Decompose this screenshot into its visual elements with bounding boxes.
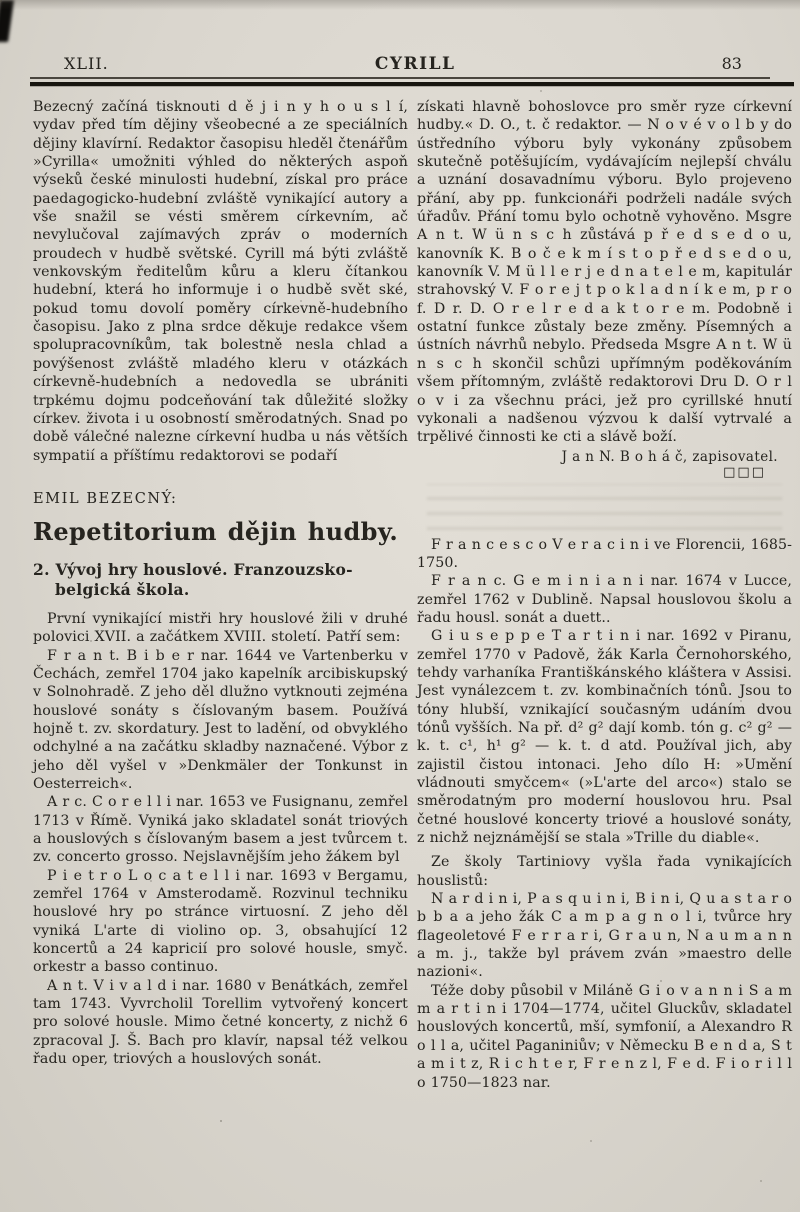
page-body [0, 86, 800, 1092]
paragraph: Téže doby působil v Miláně G i o v a n n i S a m m a r t i n i 1704—1774, učitel Gluckův, skladatel houslových koncertů, mší, symfonií, a Alexandro R o l l a, učitel Paganiniův; v Německu B e n d a, S t a m i t z, R i c h t e r, F r e n z l, F e d. F i o r i l l o 1750—1823 nar. [417, 982, 792, 1091]
article-title: Repetitorium dějin hudby. [33, 516, 399, 546]
paragraph: P i e t r o L o c a t e l l i nar. 1693 v Bergamu, zemřel 1764 v Amsterodamě. Rozvinul techniku houslové hry po stránce virtuosní. Z jeho děl vyniká L'arte di violino op. 3, obsahující 12 koncertů a 24 kapricií pro solové housle, smyč. orkestr a basso continuo. [33, 867, 408, 976]
paragraph: F r a n c e s c o V e r a c i n i ve Florencii, 1685-1750. [417, 536, 792, 571]
continuation-paragraph: Bezecný začíná tisknouti d ě j i n y h o u s l í, vydav před tím dějiny všeobecné a ze speciálních dějiny klavírní. Redaktor časopisu hleděl čtenářům »Cyrilla« umožniti výhled do některých aspoň výseků české minulosti hudební, získal pro práce paedagogicko-hudební zvláště vynikající autory a vše snažil se vésti směrem církevním, ač nevylučoval zajímavých zpráv o moderních proudech v hudbě světské. Cyrill má býti zvláště venkovským ředitelům kůru a kleru čítankou hudební, která ho informuje i o hudbě svět ské, pokud tomu dovolí poměry církevně-hudebního časopisu. Jako z plna srdce děkuje redakce všem spolupracovníkům, tak bolestně nesla chlad a povýšenost zvláště mladého kleru v otázkách církevně-hudebních a nedovedla se ubrániti trpkému dojmu podceňování tak důležité složky církev. života i u osobností směrodatných. Snad po době válečné nalezne církevní hudba u nás větších sympatií a příštímu redaktorovi se podaří [33, 99, 408, 464]
continuation-paragraph: získati hlavně bohoslovce pro směr ryze církevní hudby.« D. O., t. č redaktor. — N o v é v o l b y do ústředního výboru byly vykonány způsobem skutečně potěšujícím, vydávajícím nejlepší chválu a uznání dosavadnímu výboru. Bylo projeveno přání, aby pp. funkcionáři podrželi nadále svých úřadův. Přání tomu bylo ochotně vyhověno. Msgre A n t. W ü n s c h zůstává p ř e d s e d o u, kanovník K. B o č e k m í s t o p ř e d s e d o u, kanovník V. M ü l l e r j e d n a t e l e m, kapitulár strahovský V. F o r e j t p o k l a d n í k e m, p r o f. D r. D. O r e l r e d a k t o r e m. Podobně i ostatní funkce zůstaly beze změny. Písemných a ústních návrhů nebylo. Předseda Msgre A n t. W ü n s c h skončil schůzi upřímným poděkováním všem přítomným, zvláště redaktorovi Dru D. O r l o v i za všechnu práci, jež pro cyrillské hnutí vykonali a nadšenou výzvou k další vytrvalé a trpělivé činnosti ke cti a slávě boží. [417, 99, 792, 446]
paragraph: N a r d i n i, P a s q u i n i, B i n i, Q u a s t a r o b b a a jeho žák C a m p a g n o l i, tvůrce hry flageoletové F e r r a r i, G r a u n, N a u m a n n a m. j., takže byl právem zván »maestro delle nazioni«. [417, 891, 792, 981]
paper-speckles [0, 0, 2, 2]
article-author: EMIL BEZECNÝ: [33, 490, 178, 507]
paragraph: A n t. V i v a l d i nar. 1680 v Benátkách, zemřel tam 1743. Vyvrcholil Torellim vytvořený koncert pro solové housle. Mimo četné koncerty, z nichž 6 zpracoval J. Š. Bach pro klavír, napsal též velkou řadu oper, triových a houslových sonát. [33, 977, 408, 1068]
right-column [417, 98, 792, 1092]
paragraph: První vynikající mistři hry houslové žili v druhé polovici XVII. a začátkem XVIII. století. Patří sem: [33, 610, 408, 646]
header-rule-thin [30, 77, 770, 79]
paragraph: A r c. C o r e l l i nar. 1653 ve Fusignanu, zemřel 1713 v Římě. Vyniká jako skladatel sonát triových a houslových s číslovaným basem a jest tvůrcem t. zv. concerto grosso. Nejslavnějším jeho žákem byl [33, 794, 408, 866]
page-header [0, 0, 800, 74]
paragraph: Ze školy Tartiniovy vyšla řada vynikajících houslistů: [417, 854, 792, 889]
scan-top-shadow [0, 0, 800, 10]
ink-bleedthrough-area [427, 484, 782, 530]
paragraph: F r a n t. B i b e r nar. 1644 ve Vartenberku v Čechách, zemřel 1704 jako kapelník arcibiskupský v Solnohradě. Z jeho děl dlužno vytknouti zejména houslové sonáty s číslovaným basem. Používá hojně t. zv. skordatury. Jest to ladění, od obvyklého odchylné a na začátku skladby naznačené. Výbor z jeho děl vyšel v »Denkmäler der Tonkunst in Oesterreich«. [33, 647, 408, 792]
left-column [33, 98, 408, 1092]
signature-line: J a n N. B o h á č, zapisovatel. [561, 448, 778, 465]
paragraph: G i u s e p p e T a r t i n i nar. 1692 v Piranu, zemřel 1770 v Padově, žák Karla Černohorského, tehdy varhaníka Františkánského kláštera v Assisi. Jest vynálezcem t. zv. kombinačních tónů. Jsou to tóny hlubší, vznikající současným udáním dvou tónů vyšších. Na př. d² g² dají komb. tón g. c² g² — k. t. c¹, h¹ g² — k. t. d atd. Používal jich, aby zajistil čistou intonaci. Jeho dílo H: »Umění vládnouti smyčcem« (»L'arte del arco«) stalo se směrodatným pro moderní houslovou hru. Psal četné houslové koncerty triové a houslové sonáty, z nichž nejznámější se stala »Trille du diable«. [417, 628, 792, 847]
page-number: 83 [721, 54, 742, 73]
squares-ornament: □□□ [723, 464, 766, 480]
journal-title: CYRILL [374, 54, 456, 74]
volume-number: XLII. [64, 54, 109, 73]
section-heading: 2. Vývoj hry houslové. Franzouzsko-belgická škola. [33, 559, 353, 599]
paragraph: F r a n c. G e m i n i a n i nar. 1674 v Lucce, zemřel 1762 v Dublině. Napsal houslovou školu a řadu housl. sonát a duett.. [417, 573, 792, 626]
